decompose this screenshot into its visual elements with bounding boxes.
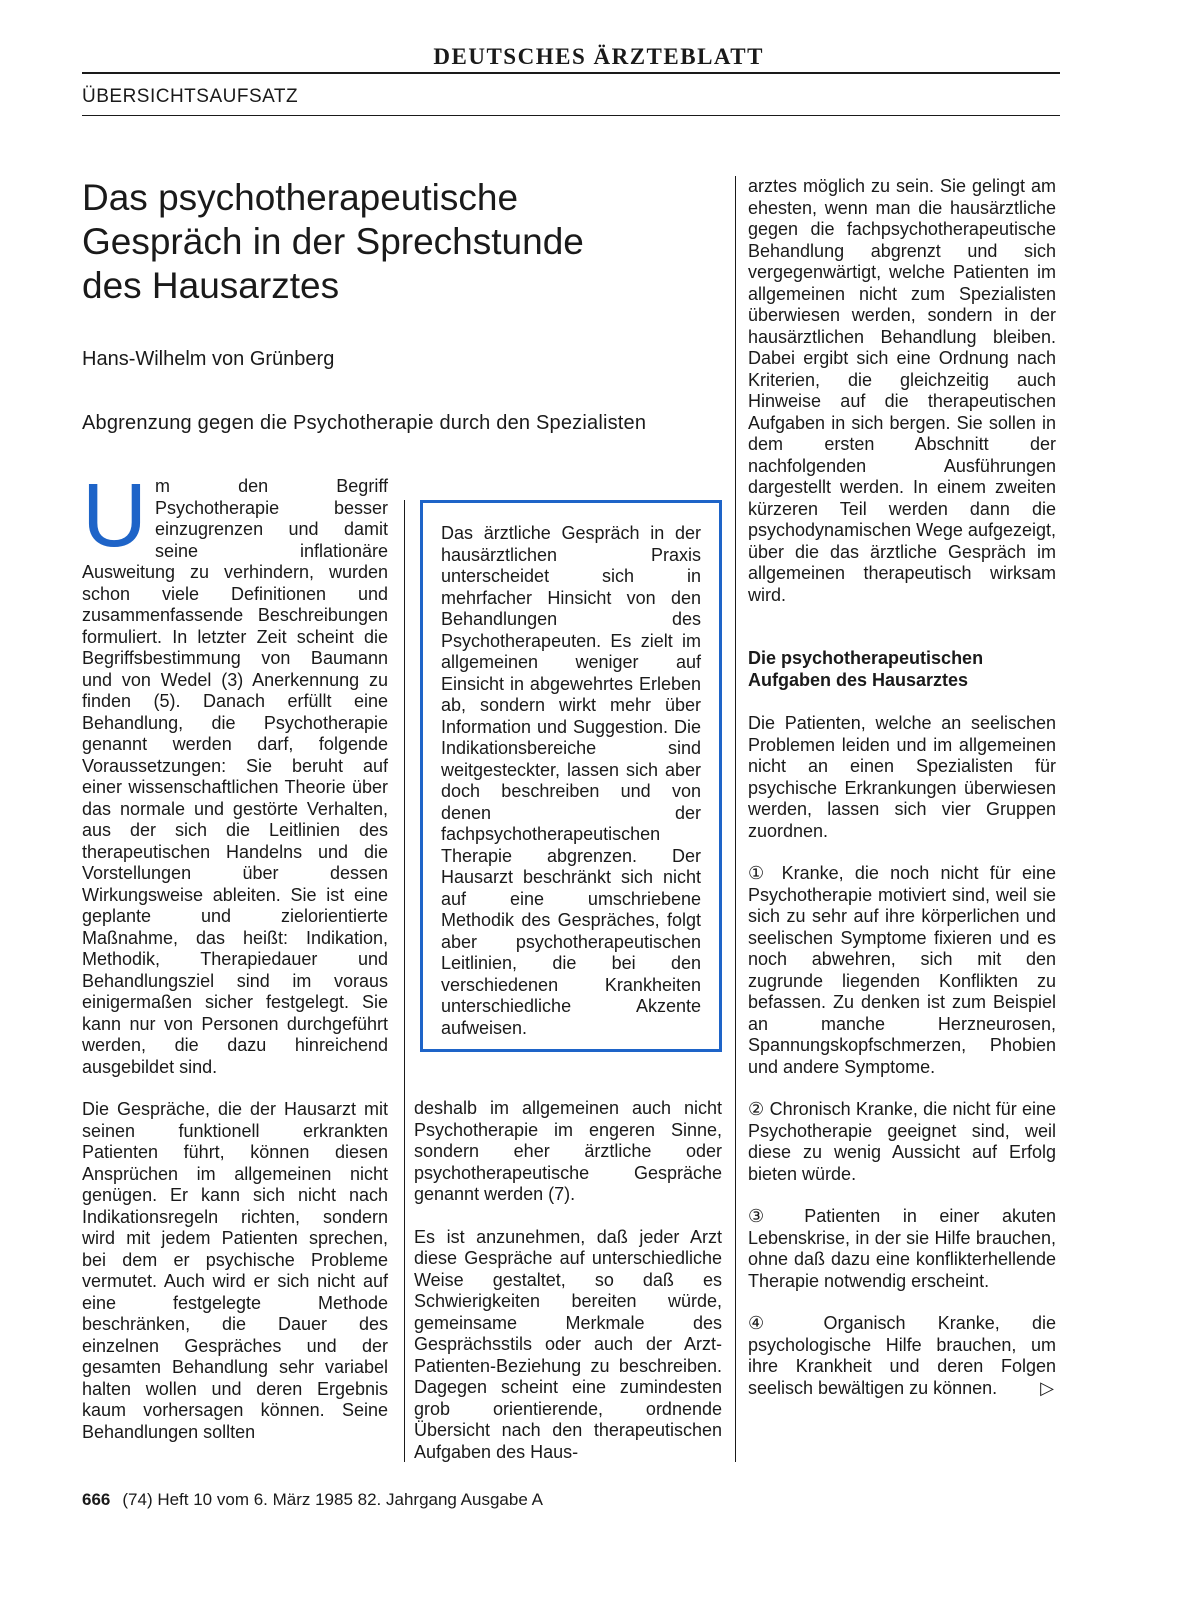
page-footer — [82, 1490, 543, 1510]
list-item: ① Kranke, die noch nicht für eine Psychotherapie motiviert sind, weil sie sich zu sehr auf ihre körperlichen und seelischen Symptome fixieren und es noch abwehren, sich mit den zugrunde liegenden Konflikten zu befassen. Zu denken ist zum Beispiel an manche Herzneurosen, Spannungskopfschmerzen, Phobien und andere Symptome. — [748, 863, 1056, 1077]
paragraph: arztes möglich zu sein. Sie gelingt am ehesten, wenn man die hausärztliche gegen die fachpsychotherapeutische Behandlung abgrenzt und sich vergegenwärtigt, welche Patienten im allgemeinen nicht zum Spezialisten überwiesen werden, sondern in der hausärztlichen Behandlung bleiben. Dabei ergibt sich eine Ordnung nach Kriterien, die gleichzeitig auch Hinweise auf die therapeutischen Aufgaben in sich bergen. Sie sollen in dem ersten Abschnitt der nachfolgenden Ausführungen dargestellt werden. In einem zweiten kürzeren Teil werden dann die psychodynamischen Wege aufgezeigt, über die das ärztliche Gespräch im allgemeinen therapeutisch wirksam wird. — [748, 176, 1056, 605]
intro-paragraph — [82, 466, 388, 1078]
list-item-text: ④ Organisch Kranke, die psychologische Hilfe brauchen, um ihre Krankheit und deren Folgen seelisch bewältigen zu können. — [748, 1313, 1056, 1398]
section-label: ÜBERSICHTSAUFSATZ — [82, 86, 299, 107]
issue-info: (74) Heft 10 vom 6. März 1985 82. Jahrgang Ausgabe A — [122, 1490, 543, 1509]
column-divider — [404, 500, 405, 1462]
drop-cap: U — [82, 466, 147, 566]
paragraph: Die Patienten, welche an seelischen Problemen leiden und im allgemeinen nicht an einen Spezialisten für psychische Erkrankungen überwiesen werden, lassen sich vier Gruppen zuordnen. — [748, 713, 1056, 841]
continue-arrow-icon: ▷ — [1040, 1377, 1054, 1398]
title-line-1: Das psychotherapeutische — [82, 177, 519, 218]
author: Hans-Wilhelm von Grünberg — [82, 348, 335, 370]
abstract-box — [420, 500, 722, 1052]
paragraph: Die Gespräche, die der Hausarzt mit seinen funktionell erkrankten Patienten führt, können diesen Ansprüchen im allgemeinen nicht genügen. Er kann sich nicht nach Indikationsregeln richten, sondern wird mit jedem Patienten sprechen, bei dem er psychische Probleme vermutet. Auch wird er sich nicht auf eine festgelegte Methode beschränken, die Dauer des einzelnen Gespräches und der gesamten Behandlung sehr variabel halten wollen und deren Ergebnis kaum vorhersagen können. Seine Behandlungen sollten — [82, 1099, 388, 1442]
list-item: ③ Patienten in einer akuten Lebenskrise, in der sie Hilfe brauchen, ohne daß dazu eine konflikterhellende Therapie notwendig erscheint. — [748, 1206, 1056, 1291]
column-divider — [735, 176, 736, 1462]
column-2 — [414, 1098, 722, 1484]
masthead — [82, 44, 1060, 70]
article-title — [82, 176, 702, 308]
paragraph: deshalb im allgemeinen auch nicht Psychotherapie im engeren Sinne, sondern eher ärztliche oder psychotherapeutische Gespräche genannt werden (7). — [414, 1098, 722, 1204]
abstract-text: Das ärztliche Gespräch in der hausärztlichen Praxis unterscheidet sich in mehrfacher Hinsicht von den Behandlungen des Psychotherapeuten. Es zielt im allgemeinen weniger auf Einsicht in abgewehrtes Erleben ab, sondern wirkt mehr über Information und Suggestion. Die Indikationsbereiche sind weitgesteckter, lassen sich aber doch beschreiben und von denen der fachpsychotherapeutischen Therapie abgrenzen. Der Hausarzt beschränkt sich nicht auf eine umschriebene Methodik des Gespräches, folgt aber psychotherapeutischen Leitlinien, die bei den verschiedenen Krankheiten unterschiedliche Akzente aufweisen. — [441, 523, 701, 1038]
page-number: 666 — [82, 1490, 111, 1509]
list-item: ② Chronisch Kranke, die nicht für eine Psychotherapie geeignet sind, weil diese zu wenig Aussicht auf Erfolg bieten würde. — [748, 1099, 1056, 1184]
paragraph: Es ist anzunehmen, daß jeder Arzt diese Gespräche auf unterschiedliche Weise gestaltet, so daß es Schwierigkeiten bereiten würde, gemeinsame Merkmale des Gesprächsstils oder auch der Arzt-Patienten-Beziehung zu beschreiben. Dagegen scheint eine zumindesten grob orientierende, ordnende Übersicht nach den therapeutischen Aufgaben des Haus- — [414, 1226, 722, 1462]
journal-name: DEUTSCHES ÄRZTEBLATT — [433, 44, 764, 69]
title-line-2: Gespräch in der Sprechstunde — [82, 221, 584, 262]
column-3 — [748, 176, 1056, 1420]
list-item — [748, 1313, 1056, 1399]
intro-text: m den Begriff Psychotherapie besser einzugrenzen und damit seine inflationäre Ausweitung zu verhindern, wurden schon viele Definitionen und zusammenfassende Beschreibungen formuliert. In letzter Zeit scheint die Begriffsbestimmung von Baumann und von Wedel (3) Anerkennung zu finden (5). Danach erfüllt eine Behandlung, die Psychotherapie genannt werden darf, folgende Voraussetzungen: Sie beruht auf einer wissenschaftlichen Theorie über das normale und gestörte Verhalten, aus der sich die Leitlinien des therapeutischen Handelns und die Vorstellungen über dessen Wirkungsweise ableiten. Sie ist eine geplante und zielorientierte Maßnahme, das heißt: Indikation, Methodik, Therapiedauer und Behandlungsziel sind im voraus einigermaßen sicher festgelegt. Sie kann nur von Personen durchgeführt werden, die dazu hinreichend ausgebildet sind. — [82, 476, 388, 1077]
section-rule — [82, 115, 1060, 116]
subtitle: Abgrenzung gegen die Psychotherapie durch den Spezialisten — [82, 412, 647, 434]
title-line-3: des Hausarztes — [82, 265, 340, 306]
section-heading: Die psychotherapeutischen Aufgaben des Hausarztes — [748, 648, 984, 690]
masthead-rule — [82, 72, 1060, 74]
column-1 — [82, 466, 388, 1464]
